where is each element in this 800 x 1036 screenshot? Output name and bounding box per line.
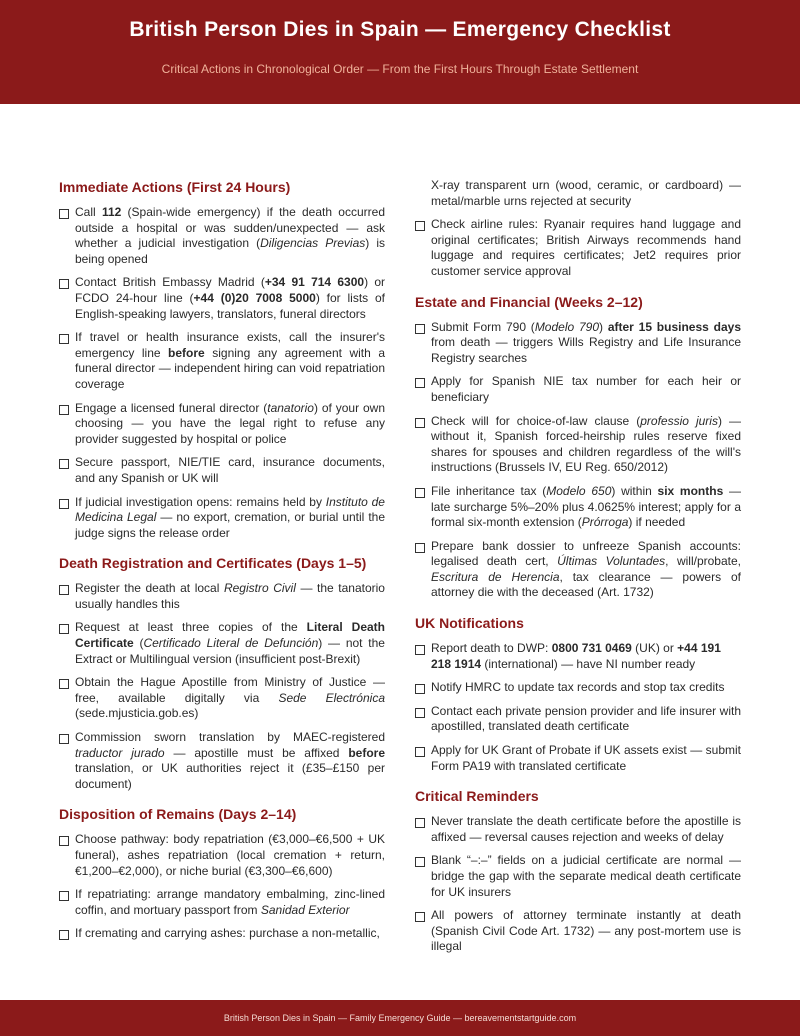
item-text: Contact British Embassy Madrid (+34 91 714 6300) or FCDO 24-hour line (+44 (0)20 7008 5000) for lists of English-speaking lawyers, translators, funeral directors [75,275,386,321]
page-footer: British Person Dies in Spain — Family Emergency Guide — bereavementstartguide.com [0,1000,800,1036]
list-item [415,414,741,476]
registration-list [59,581,385,792]
checkbox[interactable] [415,912,425,922]
item-text: Apply for Spanish NIE tax number for each heir or beneficiary [431,374,741,404]
left-column [59,178,385,950]
list-item [59,832,385,879]
list-item [415,641,741,672]
item-text: Obtain the Hague Apostille from Ministry of Justice — free, available digitally via Sede Electrónica (sede.mjusticia.gob.es) [75,675,385,721]
item-text: Secure passport, NIE/TIE card, insurance documents, and any Spanish or UK will [75,455,385,485]
item-text: If repatriating: arrange mandatory embalming, zinc-lined coffin, and mortuary passport from Sanidad Exterior [75,887,385,917]
list-item [59,495,385,542]
checkbox[interactable] [59,624,69,634]
checkbox[interactable] [59,405,69,415]
item-text: Report death to DWP: 0800 731 0469 (UK) or +44 191 218 1914 (international) — have NI number ready [431,641,721,671]
right-column [415,178,741,963]
checkbox[interactable] [415,684,425,694]
checkbox[interactable] [415,708,425,718]
page-header [0,0,800,104]
list-item [415,853,741,900]
item-text: Notify HMRC to update tax records and stop tax credits [431,680,725,695]
reminders-list [415,814,741,955]
item-text: If judicial investigation opens: remains held by Instituto de Medicina Legal — no export, cremation, or burial until the judge signs the release order [75,494,385,540]
list-item [415,908,741,955]
checkbox[interactable] [59,334,69,344]
estate-list [415,320,741,602]
checkbox[interactable] [59,585,69,595]
uk-list [415,641,741,774]
item-text: Call 112 (Spain-wide emergency) if the death occurred outside a hospital or was sudden/unexpected — ask whether a judicial investigation (Diligencias Previas) is being opened [75,205,386,266]
checkbox[interactable] [59,891,69,901]
item-text: Choose pathway: body repatriation (€3,000–€6,500 + UK funeral), ashes repatriation (local cremation + return, €1,200–€2,000), or niche burial (€3,300–€6,600) [75,832,385,878]
list-item [415,539,741,601]
list-item [59,620,385,667]
item-continuation: X-ray transparent urn (wood, ceramic, or cardboard) — metal/marble urns rejected at security [431,178,741,208]
item-text: Blank “–:–” fields on a judicial certificate are normal — bridge the gap with the separate medical death certificate for UK insurers [431,853,741,899]
list-item [415,320,741,367]
list-item [59,730,385,792]
list-item [415,484,741,531]
checkbox[interactable] [415,378,425,388]
section-title-immediate: Immediate Actions (First 24 Hours) [59,179,291,195]
checkbox[interactable] [415,747,425,757]
item-text: Request at least three copies of the Literal Death Certificate (Certificado Literal de Defunción) — not the Extract or Multilingual version (insufficient post-Brexit) [75,620,385,666]
item-text: Register the death at local Registro Civil — the tanatorio usually handles this [75,581,385,611]
immediate-list [59,205,385,541]
list-item [415,217,741,279]
list-item [59,675,385,722]
list-item [59,455,385,486]
checkbox[interactable] [59,836,69,846]
item-text: If cremating and carrying ashes: purchase a non-metallic, [75,926,380,941]
item-text: Engage a licensed funeral director (tanatorio) of your own choosing — you have the legal right to refuse any provider suggested by hospital or police [75,400,385,446]
page-subtitle: Critical Actions in Chronological Order — From the First Hours Through Estate Settlement [161,62,639,76]
checkbox[interactable] [59,679,69,689]
item-text: All powers of attorney terminate instantly at death (Spanish Civil Code Art. 1732) — any post-mortem use is illegal [431,908,741,954]
page-title: British Person Dies in Spain — Emergency Checklist [129,18,671,41]
checkbox[interactable] [59,734,69,744]
checkbox[interactable] [415,857,425,867]
section-title-uk: UK Notifications [415,615,524,632]
item-text: If travel or health insurance exists, call the insurer's emergency line before signing any agreement with a funeral director — independent hiring can void repatriation coverage [75,330,385,391]
checkbox[interactable] [59,459,69,469]
item-text: File inheritance tax (Modelo 650) within six months — late surcharge 5%–20% plus 4.0625% interest; apply for a formal six-month extension (Prórroga) if needed [431,483,741,530]
list-item [59,330,385,392]
checkbox[interactable] [59,209,69,219]
checkbox[interactable] [415,488,425,498]
disposition-list [59,832,385,942]
list-item [59,581,385,612]
item-text: Check will for choice-of-law clause (professio juris) — without it, Spanish forced-heirship rules reserve fixed shares for spouses and children regardless of the will's instructions (Brussels IV, EU Reg. 650/2012) [431,413,741,475]
item-text: Submit Form 790 (Modelo 790) after 15 business days from death — triggers Wills Registry and Life Insurance Registry searches [431,319,741,365]
list-item [415,743,741,774]
checkbox[interactable] [59,930,69,940]
section-title-reminders: Critical Reminders [415,788,539,805]
list-item [415,704,741,735]
checkbox[interactable] [415,221,425,231]
list-item [415,374,741,405]
item-text: Contact each private pension provider and life insurer with apostilled, translated death certificate [431,703,741,734]
item-text: Commission sworn translation by MAEC-registered traductor jurado — apostille must be affixed before translation, or UK authorities reject it (£35–£150 per document) [75,730,386,791]
checkbox[interactable] [415,418,425,428]
item-text: Apply for UK Grant of Probate if UK assets exist — submit Form PA19 with translated certificate [431,743,741,773]
checkbox[interactable] [59,499,69,509]
item-text: Never translate the death certificate before the apostille is affixed — reversal causes rejection and weeks of delay [431,814,741,844]
checkbox[interactable] [415,645,425,655]
checkbox[interactable] [415,543,425,553]
item-text: Check airline rules: Ryanair requires hand luggage and original certificates; British Airways recommends hand luggage and requires certificates; Jet2 requires prior customer service approval [431,217,741,278]
section-title-registration: Death Registration and Certificates (Days 1–5) [59,555,367,572]
list-item [59,887,385,918]
list-item [59,926,385,942]
section-title-estate: Estate and Financial (Weeks 2–12) [415,293,643,310]
list-item [415,680,741,696]
list-item [415,814,741,845]
list-item [59,401,385,448]
section-title-disposition: Disposition of Remains (Days 2–14) [59,806,297,823]
list-item [59,205,385,267]
checkbox[interactable] [59,279,69,289]
checkbox[interactable] [415,324,425,334]
checkbox[interactable] [415,818,425,828]
list-item [59,275,385,322]
item-text: Prepare bank dossier to unfreeze Spanish accounts: legalised death cert, Últimas Voluntades, will/probate, Escritura de Herencia, tax clearance — powers of attorney die with the deceased (Art. 1732) [431,538,742,600]
